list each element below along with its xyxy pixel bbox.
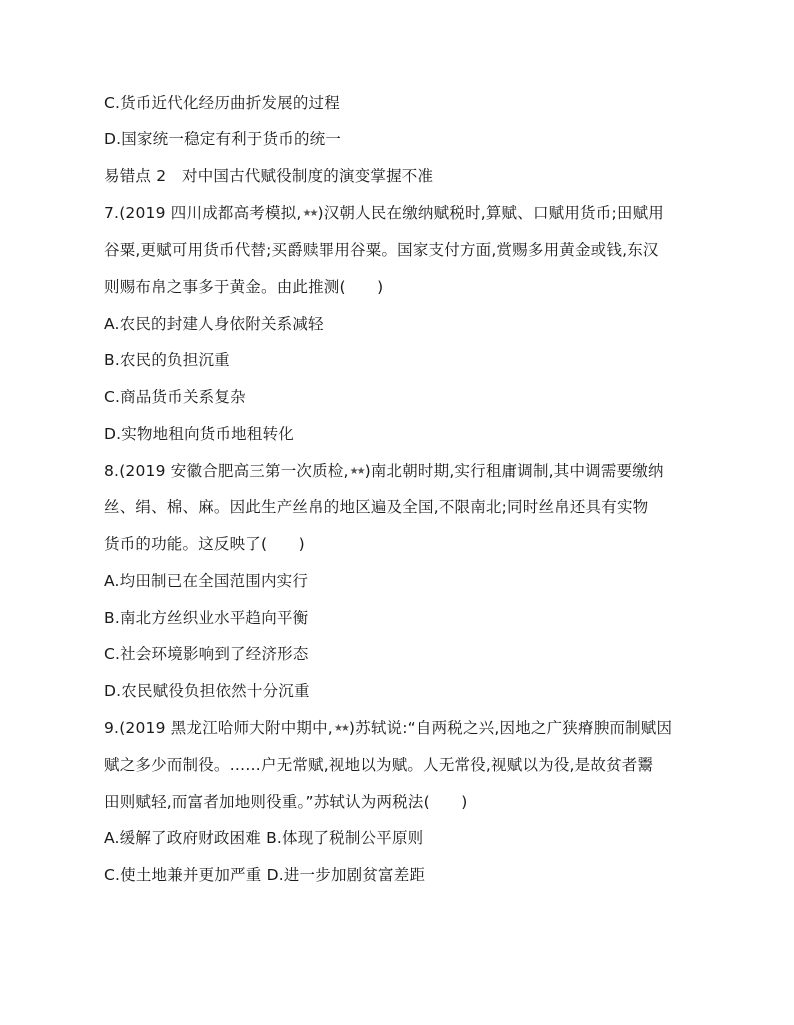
question-8-option-c: C.社会环境影响到了经济形态 bbox=[104, 645, 309, 663]
option-d-prev: D.国家统一稳定有利于货币的统一 bbox=[104, 130, 342, 148]
question-7-option-b: B.农民的负担沉重 bbox=[104, 351, 230, 369]
question-7-line-3: 则赐布帛之事多于黄金。由此推测( ) bbox=[104, 278, 384, 296]
question-8-source: 8.(2019 安徽合肥高三第一次质检, bbox=[104, 462, 349, 480]
question-8-option-a: A.均田制已在全国范围内实行 bbox=[104, 572, 309, 590]
option-c-prev: C.货币近代化经历曲折发展的过程 bbox=[104, 94, 340, 112]
question-9-line-1 bbox=[104, 718, 672, 739]
question-7-source: 7.(2019 四川成都高考模拟, bbox=[104, 204, 302, 222]
question-8-line-2: 丝、绢、棉、麻。因此生产丝帛的地区遍及全国,不限南北;同时丝帛还具有实物 bbox=[104, 498, 649, 516]
question-8-line-1 bbox=[104, 461, 664, 482]
question-8-stem-1: )南北朝时期,实行租庸调制,其中调需要缴纳 bbox=[364, 462, 664, 480]
section-heading: 易错点 2 对中国古代赋役制度的演变掌握不准 bbox=[104, 167, 434, 185]
question-7-line-1 bbox=[104, 203, 664, 224]
question-9-line-3: 田则赋轻,而富者加地则役重。”苏轼认为两税法( ) bbox=[104, 793, 468, 811]
question-9-stem-1: )苏轼说:“自两税之兴,因地之广狭瘠腴而制赋因 bbox=[348, 719, 673, 737]
question-9-options-cd: C.使土地兼并更加严重 D.进一步加剧贫富差距 bbox=[104, 866, 426, 884]
question-7-stem-1: )汉朝人民在缴纳赋税时,算赋、口赋用货币;田赋用 bbox=[317, 204, 664, 222]
question-9-line-2: 赋之多少而制役。……户无常赋,视地以为赋。人无常役,视赋以为役,是故贫者鬻 bbox=[104, 756, 654, 774]
question-8-line-3: 货币的功能。这反映了( ) bbox=[104, 535, 305, 553]
question-7-line-2: 谷粟,更赋可用货币代替;买爵赎罪用谷粟。国家支付方面,赏赐多用黄金或钱,东汉 bbox=[104, 241, 659, 259]
question-9-options-ab: A.缓解了政府财政困难 B.体现了税制公平原则 bbox=[104, 829, 424, 847]
question-7-option-a: A.农民的封建人身依附关系减轻 bbox=[104, 315, 324, 333]
question-9-source: 9.(2019 黑龙江哈师大附中期中, bbox=[104, 719, 333, 737]
question-8-option-d: D.农民赋役负担依然十分沉重 bbox=[104, 682, 310, 700]
difficulty-star-icon: ★★ bbox=[302, 208, 317, 219]
question-8-option-b: B.南北方丝织业水平趋向平衡 bbox=[104, 609, 309, 627]
difficulty-star-icon: ★★ bbox=[349, 466, 364, 477]
question-7-option-d: D.实物地租向货币地租转化 bbox=[104, 425, 294, 443]
question-7-option-c: C.商品货币关系复杂 bbox=[104, 388, 246, 406]
difficulty-star-icon: ★★ bbox=[333, 723, 348, 734]
